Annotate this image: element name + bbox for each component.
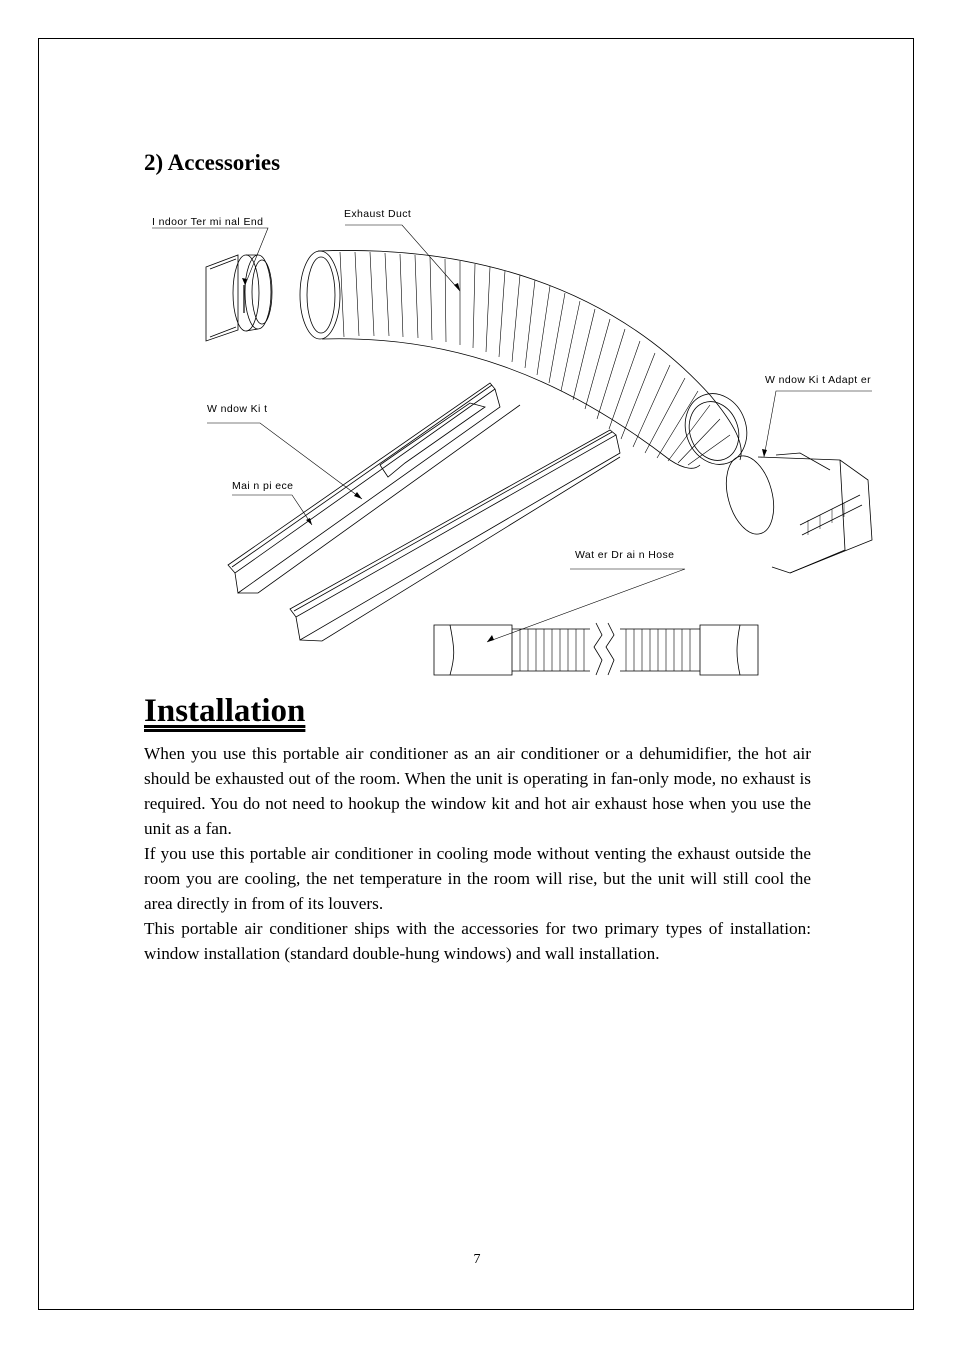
accessories-title: 2) Accessories <box>144 150 281 175</box>
indoor-terminal-end-label: I ndoor Ter mi nal End <box>152 216 264 228</box>
water-drain-hose-drawing <box>434 623 758 675</box>
installation-paragraph: When you use this portable air conditioner as an air conditioner or a dehumidifier, the hot air should be exhausted out of the room. When the unit is operating in fan-only mode, no exhaust is required. You do not need to hookup the window kit and hot air exhaust hose when you use the unit as a fan. <box>144 744 811 838</box>
window-kit-label: W ndow Ki t <box>207 403 268 415</box>
installation-body <box>144 741 811 966</box>
window-kit-drawing <box>228 383 620 641</box>
installation-heading: Installation <box>144 693 306 729</box>
main-piece-label: Mai n pi ece <box>232 480 294 492</box>
installation-paragraph: If you use this portable air conditioner in cooling mode without venting the exhaust outside the room you are cooling, the net temperature in the room will rise, but the unit will still cool the area directly in from of its louvers. <box>144 844 811 913</box>
exhaust-duct-drawing <box>300 250 757 473</box>
accessories-diagram <box>140 195 880 690</box>
installation-paragraph: This portable air conditioner ships with the accessories for two primary types of installation: window installation (standard double-hung windows) and wall installation. <box>144 919 811 963</box>
window-kit-adapter-label: W ndow Ki t Adapt er <box>765 374 872 386</box>
leader-lines <box>152 225 872 642</box>
window-kit-adapter-drawing <box>718 451 872 573</box>
indoor-terminal-end-drawing <box>206 255 272 341</box>
exhaust-duct-label: Exhaust Duct <box>344 208 412 220</box>
page-number: 7 <box>473 1252 481 1267</box>
water-drain-hose-label: Wat er Dr ai n Hose <box>575 549 675 561</box>
